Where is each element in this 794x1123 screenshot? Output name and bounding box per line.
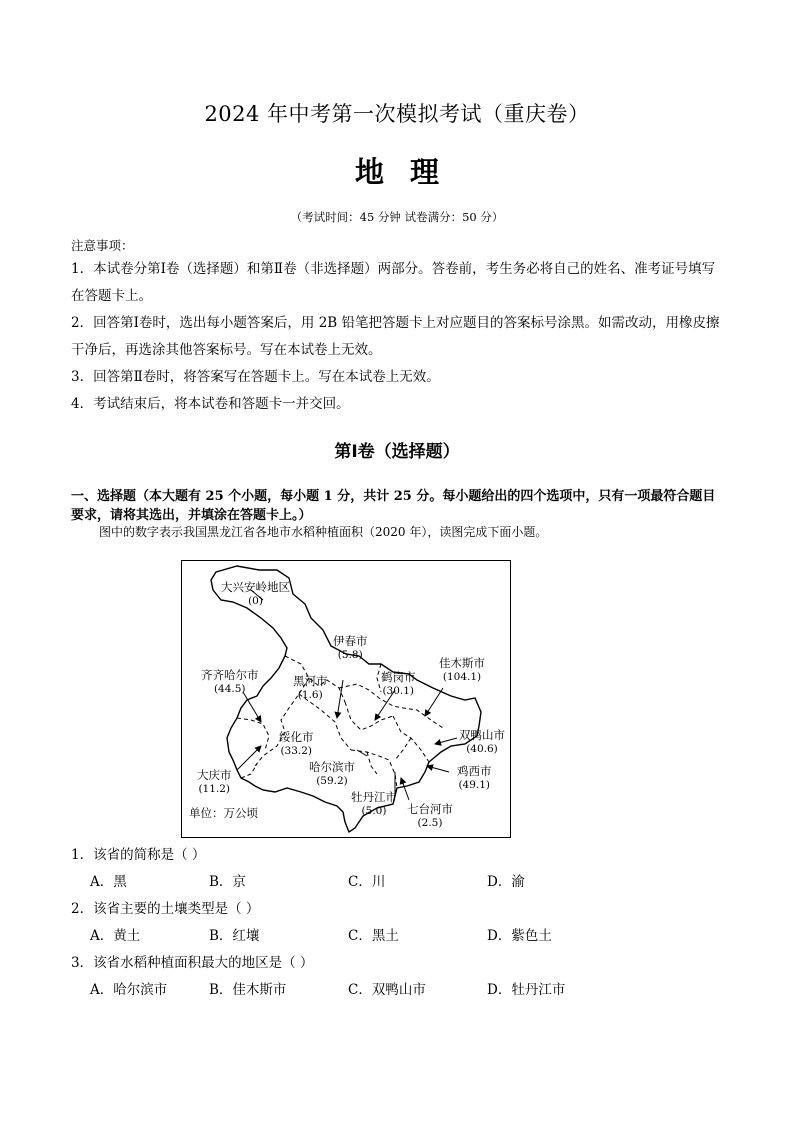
note-item-1: 1．本试卷分第Ⅰ卷（选择题）和第Ⅱ卷（非选择题）两部分。答卷前，考生务必将自己的姓名、准考证号填写在答题卡上。 [71, 261, 716, 304]
map-label-mudanjiang: 牡丹江市 (5.0) [351, 790, 397, 817]
q1-option-c[interactable]: C．川 [348, 874, 386, 890]
map-label-hegang: 鹤岗市 (30.1) [381, 670, 416, 697]
q2-option-a[interactable]: A．黄土 [90, 928, 141, 944]
map-label-qitaihe: 七台河市 (2.5) [407, 802, 453, 829]
map-label-daqing: 大庆市 (11.2) [197, 768, 232, 795]
section-heading: 一、选择题（本大题有 25 个小题，每小题 1 分，共计 25 分。每小题给出的四个选项中，只有一项最符合题目要求，请将其选出，并填涂在答题卡上。） [71, 489, 716, 523]
part-title: 第Ⅰ卷（选择题） [334, 442, 460, 462]
map-label-yichun: 伊春市 (5.8) [333, 634, 368, 661]
arrow-qitaihe [401, 778, 409, 800]
question-1-stem: 1．该省的简称是（ ） [71, 847, 206, 863]
arrow-jiamusi [425, 688, 443, 716]
arrow-shuangyashan [435, 738, 457, 744]
section-intro: 图中的数字表示我国黑龙江省各地市水稻种植面积（2020 年），读图完成下面小题。 [99, 525, 548, 539]
note-item-4: 4．考试结束后，将本试卷和答题卡一并交回。 [71, 396, 350, 412]
q2-option-c[interactable]: C．黑土 [348, 928, 399, 944]
map-label-jixi: 鸡西市 (49.1) [457, 764, 492, 791]
q3-option-d[interactable]: D．牡丹江市 [487, 982, 566, 998]
map-label-qiqihar: 齐齐哈尔市 (44.5) [201, 668, 259, 695]
arrow-yichun [337, 680, 343, 718]
q3-option-c[interactable]: C．双鸭山市 [348, 982, 426, 998]
map-label-heihe: 黑河市 (1.6) [293, 674, 328, 701]
q1-option-d[interactable]: D．渝 [487, 874, 525, 890]
question-2-stem: 2．该省主要的土壤类型是（ ） [71, 901, 260, 917]
note-item-3: 3．回答第Ⅱ卷时，将答案写在答题卡上。写在本试卷上无效。 [71, 369, 440, 385]
map-label-harbin: 哈尔滨市 (59.2) [309, 760, 355, 787]
notes-heading: 注意事项： [71, 238, 134, 253]
map-label-shuangyashan: 双鸭山市 (40.6) [459, 728, 505, 755]
subject-title: 地理 [354, 155, 465, 189]
q2-option-d[interactable]: D．紫色土 [487, 928, 552, 944]
arrow-jixi [427, 766, 449, 772]
arrow-harbin [357, 750, 367, 756]
map-label-jiamusi: 佳木斯市 (104.1) [439, 656, 485, 683]
exam-meta: （考试时间：45 分钟 试卷满分：50 分） [290, 210, 504, 224]
q1-option-a[interactable]: A．黑 [90, 874, 127, 890]
q3-option-a[interactable]: A．哈尔滨市 [90, 982, 168, 998]
map-label-daxinganling: 大兴安岭地区 (0) [221, 580, 290, 607]
q2-option-b[interactable]: B．红壤 [209, 928, 260, 944]
arrow-qiqihar [243, 692, 261, 722]
exam-title: 2024 年中考第一次模拟考试（重庆卷） [204, 102, 590, 126]
map-unit-label: 单位：万公顷 [189, 806, 258, 820]
note-item-2: 2．回答第Ⅰ卷时，选出每小题答案后，用 2B 铅笔把答题卡上对应题目的答案标号涂黑。如需改动，用橡皮擦干净后，再选涂其他答案标号。写在本试卷上无效。 [71, 315, 720, 358]
arrow-daqing [237, 746, 261, 770]
heilongjiang-map [181, 560, 511, 838]
q3-option-b[interactable]: B．佳木斯市 [209, 982, 287, 998]
question-3-stem: 3．该省水稻种植面积最大的地区是（ ） [71, 955, 314, 971]
q1-option-b[interactable]: B．京 [209, 874, 246, 890]
map-label-suihua: 绥化市 (33.2) [279, 730, 314, 757]
